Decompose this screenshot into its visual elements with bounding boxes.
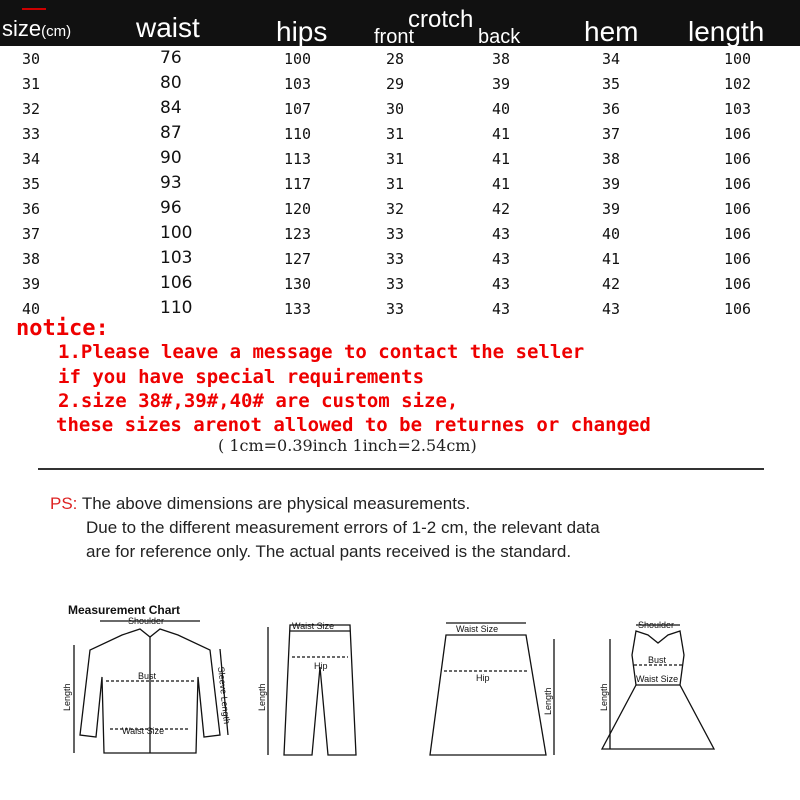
pants-diagram	[256, 615, 366, 765]
cell-length: 106	[724, 250, 752, 268]
cell-waist: 110	[160, 298, 193, 318]
notice-line-3: 2.size 38#,39#,40# are custom size,	[58, 390, 459, 412]
shirt-waist-label: Waist Size	[122, 726, 165, 736]
notice-title: notice:	[16, 316, 109, 341]
table-row	[0, 221, 800, 246]
ps-line-3: are for reference only. The actual pants received is the standard.	[86, 542, 572, 561]
cell-front: 29	[386, 75, 405, 93]
cell-hem: 35	[602, 75, 621, 93]
cell-back: 40	[492, 100, 511, 118]
cell-waist: 90	[160, 148, 182, 168]
divider	[38, 468, 764, 470]
cell-waist: 80	[160, 73, 182, 93]
cell-length: 106	[724, 275, 752, 293]
cell-back: 38	[492, 50, 511, 68]
shirt-length-label: Length	[62, 683, 72, 711]
cell-hips: 113	[284, 150, 312, 168]
cell-front: 28	[386, 50, 405, 68]
cell-size: 37	[22, 225, 41, 243]
header-size: size(cm)	[2, 16, 72, 41]
notice-line-2: if you have special requirements	[58, 366, 425, 388]
cell-front: 33	[386, 225, 405, 243]
ps-text-1: The above dimensions are physical measurements.	[81, 494, 471, 513]
skirt-diagram	[424, 615, 574, 765]
skirt-waist-label: Waist Size	[456, 624, 499, 634]
size-table-header	[0, 0, 800, 46]
cell-front: 30	[386, 100, 405, 118]
cell-front: 33	[386, 275, 405, 293]
cell-back: 43	[492, 225, 511, 243]
shirt-diagram	[60, 615, 240, 765]
table-row	[0, 196, 800, 221]
header-waist: waist	[136, 12, 200, 43]
skirt-hip-label: Hip	[476, 673, 490, 683]
header-front: front	[374, 26, 415, 48]
cell-size: 39	[22, 275, 41, 293]
cell-size: 34	[22, 150, 41, 168]
skirt-length-label: Length	[543, 687, 553, 715]
dress-bust-label: Bust	[648, 655, 667, 665]
cell-size: 31	[22, 75, 41, 93]
notice-line-4: these sizes arenot allowed to be returnes or changed	[56, 414, 651, 436]
cell-hem: 43	[602, 300, 621, 318]
cell-waist: 84	[160, 98, 182, 118]
cell-hips: 120	[284, 200, 312, 218]
cell-length: 106	[724, 225, 752, 243]
cell-hips: 107	[284, 100, 312, 118]
cell-hem: 41	[602, 250, 621, 268]
dress-diagram	[596, 615, 726, 765]
header-hips: hips	[276, 16, 328, 47]
table-row	[0, 246, 800, 271]
ps-line-1	[50, 494, 470, 514]
pants-hip-label: Hip	[314, 661, 328, 671]
cell-size: 36	[22, 200, 41, 218]
cell-hips: 103	[284, 75, 312, 93]
ps-line-2: Due to the different measurement errors of 1-2 cm, the relevant data	[86, 518, 600, 537]
cell-waist: 96	[160, 198, 182, 218]
cell-front: 31	[386, 175, 405, 193]
cell-back: 43	[492, 250, 511, 268]
header-hem: hem	[584, 16, 639, 47]
cell-hem: 34	[602, 50, 621, 68]
cell-size: 30	[22, 50, 41, 68]
table-row	[0, 46, 800, 71]
cell-hips: 123	[284, 225, 312, 243]
table-row	[0, 146, 800, 171]
cell-size: 35	[22, 175, 41, 193]
shirt-shoulder-label: Shoulder	[128, 616, 165, 626]
cell-size: 38	[22, 250, 41, 268]
cell-waist: 76	[160, 48, 182, 68]
pants-waist-label: Waist Size	[292, 621, 335, 631]
cell-hem: 40	[602, 225, 621, 243]
cell-waist: 87	[160, 123, 182, 143]
measurement-chart-title: Measurement Chart	[68, 603, 181, 617]
cell-size: 32	[22, 100, 41, 118]
table-row	[0, 121, 800, 146]
ps-label: PS:	[50, 494, 78, 513]
cell-hips: 100	[284, 50, 312, 68]
cell-length: 106	[724, 200, 752, 218]
header-accent-mark	[22, 8, 46, 10]
cell-length: 102	[724, 75, 752, 93]
unit-conversion: ( 1cm=0.39inch 1inch=2.54cm)	[218, 436, 477, 455]
cell-hem: 39	[602, 200, 621, 218]
notice-line-1: 1.Please leave a message to contact the seller	[58, 341, 585, 363]
cell-size: 33	[22, 125, 41, 143]
cell-front: 31	[386, 125, 405, 143]
cell-length: 100	[724, 50, 752, 68]
cell-back: 39	[492, 75, 511, 93]
cell-back: 43	[492, 300, 511, 318]
cell-back: 41	[492, 150, 511, 168]
cell-back: 41	[492, 175, 511, 193]
cell-waist: 93	[160, 173, 182, 193]
header-length: length	[688, 16, 765, 47]
header-back: back	[478, 26, 521, 48]
cell-front: 33	[386, 250, 405, 268]
dress-waist-label: Waist Size	[636, 674, 679, 684]
dress-length-label: Length	[599, 683, 609, 711]
cell-hem: 39	[602, 175, 621, 193]
cell-hips: 127	[284, 250, 312, 268]
table-row	[0, 296, 800, 321]
cell-back: 42	[492, 200, 511, 218]
table-row	[0, 71, 800, 96]
dress-shoulder-label: Shoulder	[638, 620, 675, 630]
cell-back: 41	[492, 125, 511, 143]
cell-waist: 100	[160, 223, 193, 243]
cell-front: 32	[386, 200, 405, 218]
cell-waist: 106	[160, 273, 193, 293]
cell-size: 40	[22, 300, 41, 318]
table-row	[0, 171, 800, 196]
table-row	[0, 271, 800, 296]
pants-length-label: Length	[257, 683, 267, 711]
table-row	[0, 96, 800, 121]
header-crotch: crotch	[408, 6, 474, 33]
cell-front: 31	[386, 150, 405, 168]
size-table-body	[0, 46, 800, 321]
cell-length: 106	[724, 150, 752, 168]
cell-hem: 38	[602, 150, 621, 168]
cell-length: 106	[724, 175, 752, 193]
cell-length: 106	[724, 125, 752, 143]
cell-waist: 103	[160, 248, 193, 268]
cell-front: 33	[386, 300, 405, 318]
cell-hips: 133	[284, 300, 312, 318]
shirt-bust-label: Bust	[138, 671, 157, 681]
cell-length: 106	[724, 300, 752, 318]
cell-back: 43	[492, 275, 511, 293]
cell-hem: 36	[602, 100, 621, 118]
cell-hem: 42	[602, 275, 621, 293]
cell-hips: 130	[284, 275, 312, 293]
cell-hips: 110	[284, 125, 312, 143]
cell-hem: 37	[602, 125, 621, 143]
cell-length: 103	[724, 100, 752, 118]
cell-hips: 117	[284, 175, 312, 193]
shirt-sleeve-label: Sleeve Length	[216, 666, 232, 725]
